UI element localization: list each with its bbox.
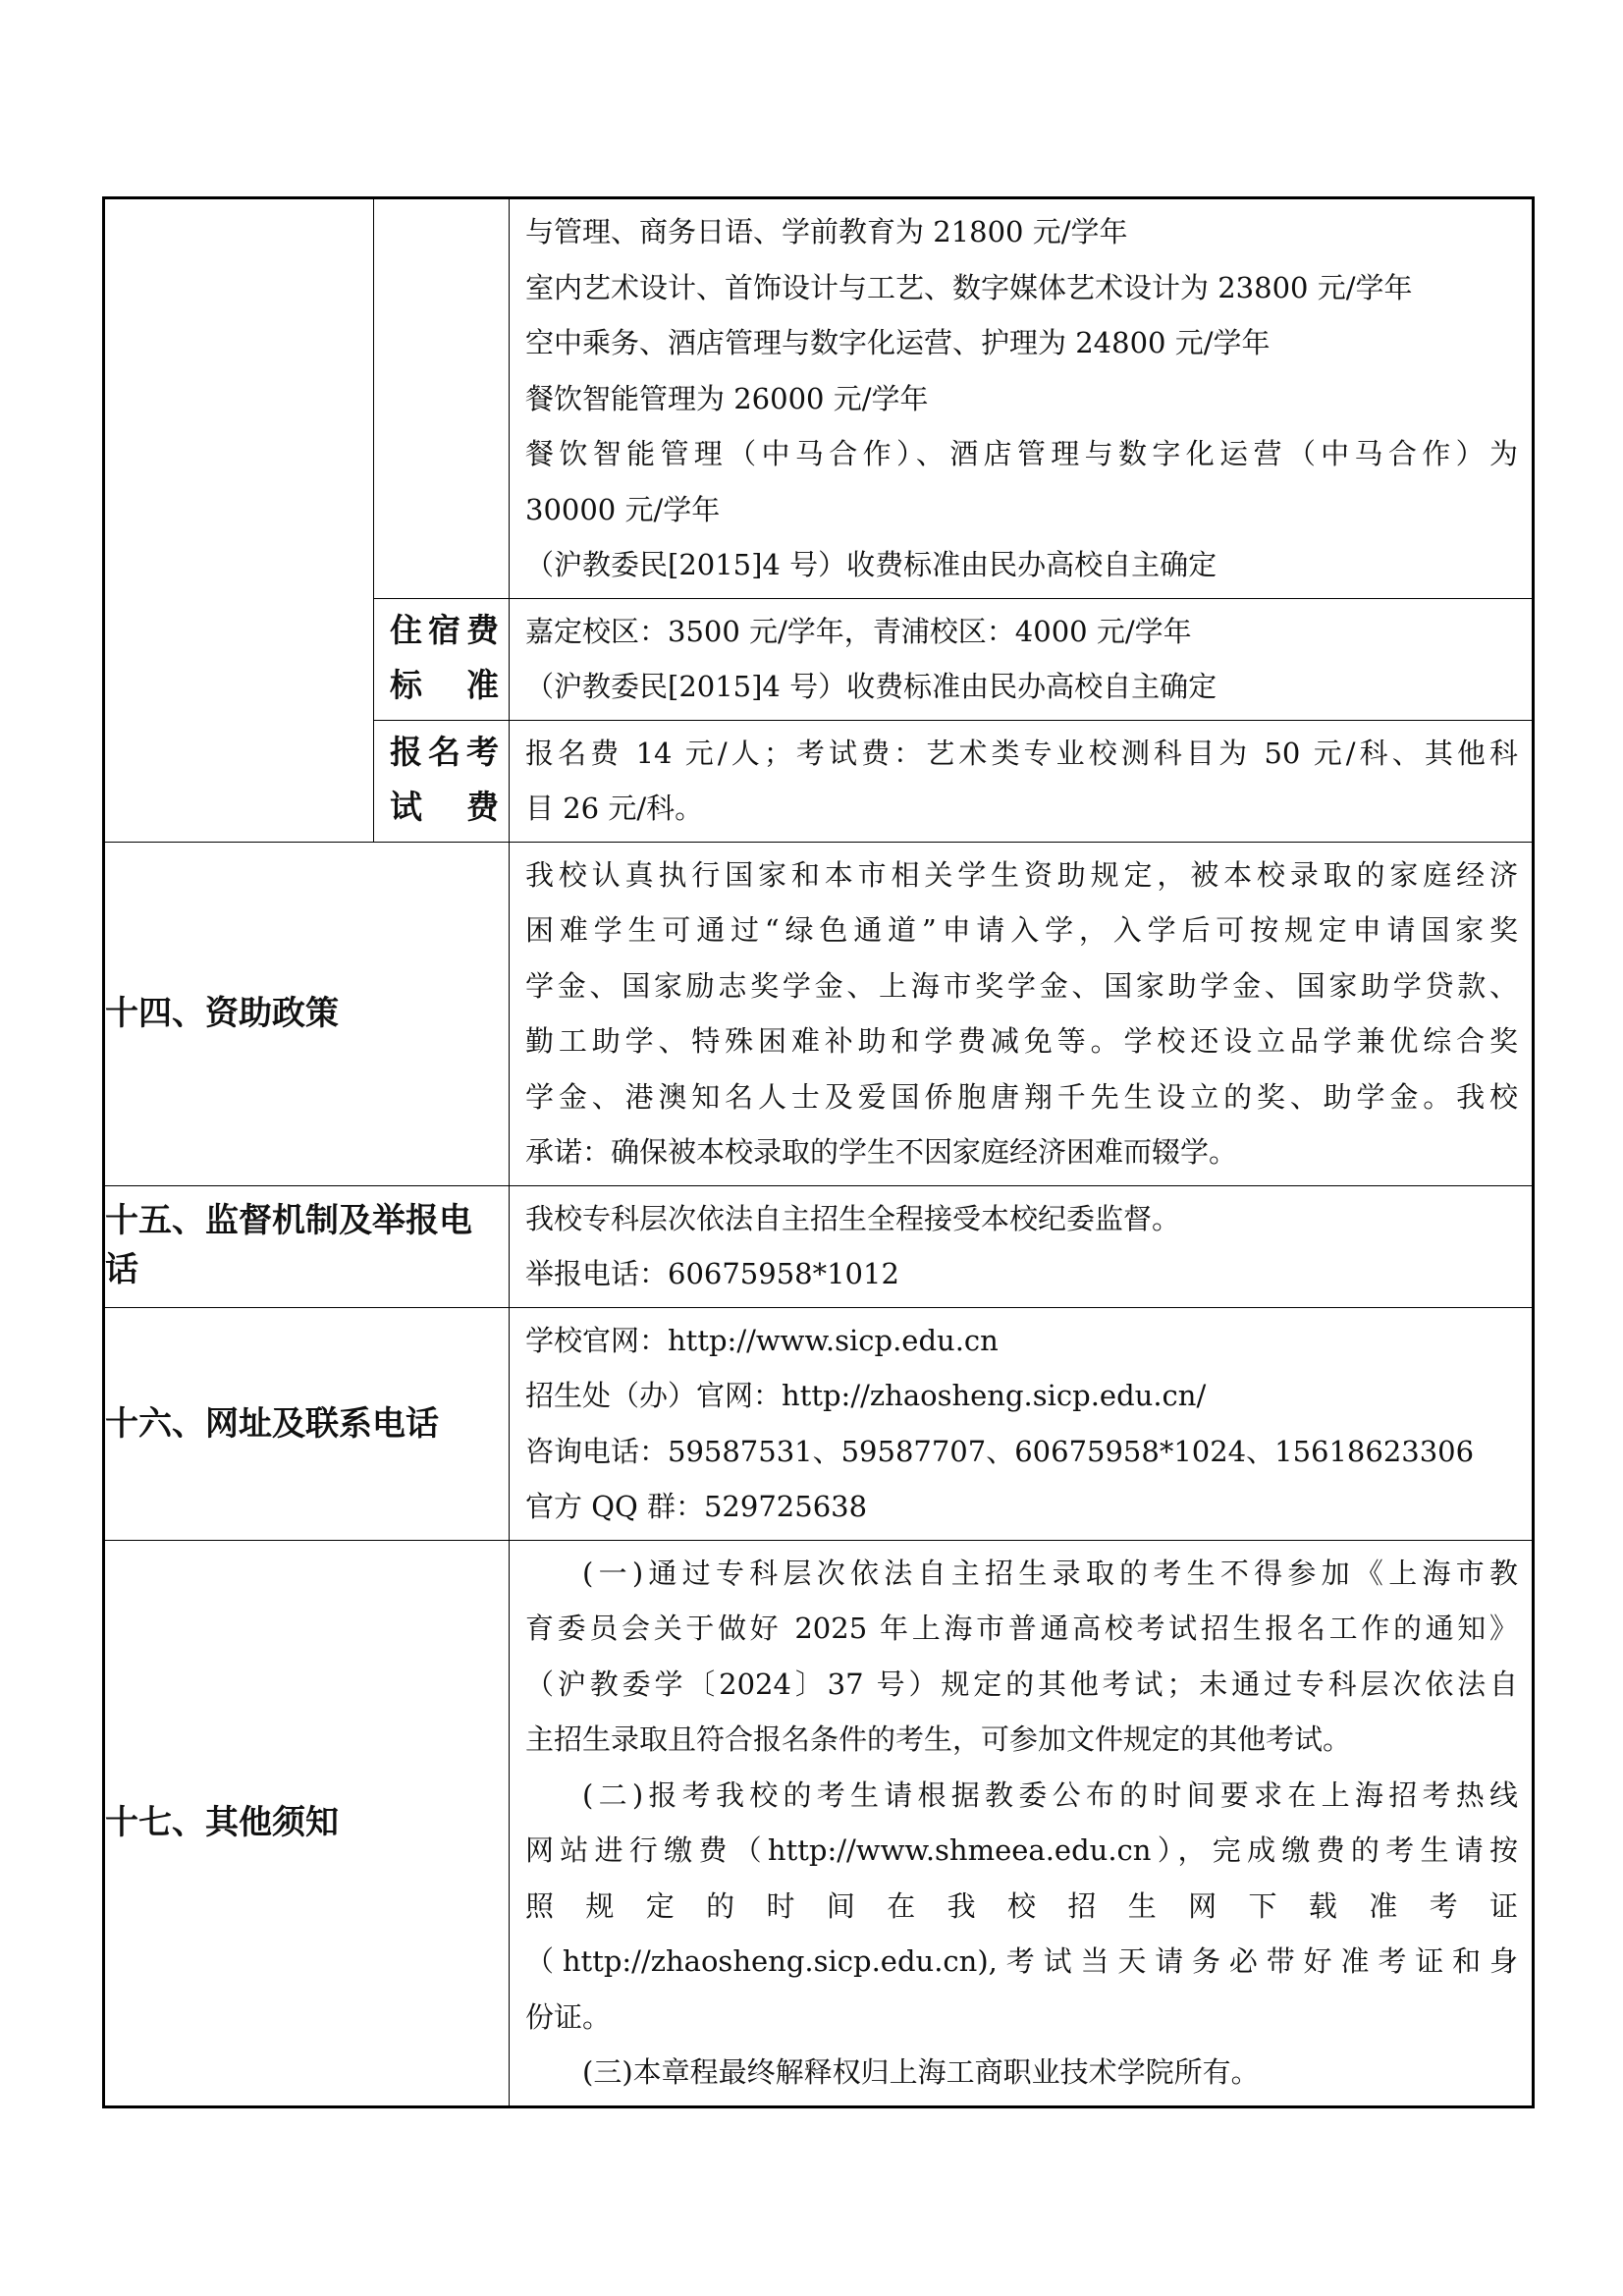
exam-fee-line: 报名费 14 元/人；考试费：艺术类专业校测科目为 50 元/科、其他科 (525, 736, 1518, 770)
section-17-line: 育委员会关于做好 2025 年上海市普通高校考试招生报名工作的通知》 (525, 1612, 1518, 1645)
section-14-content (510, 842, 1534, 1185)
section-14-line: 我校认真执行国家和本市相关学生资助规定，被本校录取的家庭经济 (525, 857, 1518, 892)
tuition-line: 餐饮智能管理为 26000 元/学年 (525, 381, 929, 415)
accommodation-label-line: 住宿费 (390, 610, 499, 649)
section-16-title: 十六、网址及联系电话 (104, 1307, 510, 1540)
tuition-fee-label-cell (374, 198, 510, 599)
section-15-row (104, 1185, 1534, 1307)
tuition-line: 餐饮智能管理（中马合作）、酒店管理与数字化运营（中马合作）为 (525, 437, 1518, 470)
section-14-line: 困难学生可通过“绿色通道”申请入学，入学后可按规定申请国家奖 (525, 913, 1518, 947)
tuition-fee-row (104, 198, 1534, 599)
section-16-content (510, 1307, 1534, 1540)
admission-website-line: 招生处（办）官网：http://zhaosheng.sicp.edu.cn/ (525, 1379, 1207, 1412)
accommodation-label (374, 598, 510, 720)
qq-group-line: 官方 QQ 群：529725638 (525, 1490, 868, 1523)
exam-fee-label-line: 试 费 (390, 787, 499, 826)
tuition-line: 30000 元/学年 (525, 492, 721, 526)
section-14-line: 学金、港澳知名人士及爱国侨胞唐翔千先生设立的奖、助学金。我校 (525, 1079, 1518, 1114)
section-17-line: （http://zhaosheng.sicp.edu.cn),考试当天请务必带好准考证和身 (525, 1944, 1518, 1978)
section-17-title: 十七、其他须知 (104, 1540, 510, 2106)
section-17-line: 份证。 (525, 1999, 612, 2034)
section-17-row (104, 1540, 1534, 2106)
accommodation-line: 嘉定校区：3500 元/学年，青浦校区：4000 元/学年 (525, 614, 1192, 648)
section-17-line: （沪教委学〔2024〕37 号）规定的其他考试；未通过专科层次依法自 (525, 1667, 1518, 1701)
section-17-line: (三)本章程最终解释权归上海工商职业技术学院所有。 (582, 2055, 1260, 2089)
tuition-line: 室内艺术设计、首饰设计与工艺、数字媒体艺术设计为 23800 元/学年 (525, 270, 1413, 304)
section-14-line: 承诺：确保被本校录取的学生不因家庭经济困难而辍学。 (525, 1135, 1238, 1169)
section-14-line: 学金、国家励志奖学金、上海市奖学金、国家助学金、国家助学贷款、 (525, 968, 1518, 1003)
tuition-line: 空中乘务、酒店管理与数字化运营、护理为 24800 元/学年 (525, 326, 1271, 359)
exam-fee-content (510, 720, 1534, 842)
section-15-line: 我校专科层次依法自主招生全程接受本校纪委监督。 (525, 1201, 1181, 1235)
school-website-line: 学校官网：http://www.sicp.edu.cn (525, 1323, 999, 1357)
tuition-fee-content (510, 198, 1534, 599)
exam-fee-label-line: 报名考 (390, 732, 499, 771)
accommodation-content (510, 598, 1534, 720)
section-16-row (104, 1307, 1534, 1540)
consult-phone-line: 咨询电话：59587531、59587707、60675958*1024、15618623306 (525, 1434, 1475, 1468)
section-14-line: 勤工助学、特殊困难补助和学费减免等。学校还设立品学兼优综合奖 (525, 1024, 1518, 1058)
section-15-title-line: 话 (105, 1249, 138, 1289)
admission-info-table (102, 196, 1535, 2108)
section-15-title (104, 1185, 510, 1307)
accommodation-label-line: 标 准 (390, 665, 499, 704)
section-17-line: (一)通过专科层次依法自主招生录取的考生不得参加《上海市教 (582, 1556, 1518, 1590)
section-15-title-line: 十五、监督机制及举报电 (105, 1200, 472, 1240)
fee-section-label-cell (104, 198, 374, 843)
section-14-title: 十四、资助政策 (104, 842, 510, 1185)
section-17-line: (二)报考我校的考生请根据教委公布的时间要求在上海招考热线 (582, 1777, 1518, 1812)
section-17-content (510, 1540, 1534, 2106)
accommodation-line: （沪教委民[2015]4 号）收费标准由民办高校自主确定 (525, 670, 1217, 703)
section-17-line: 主招生录取且符合报名条件的考生，可参加文件规定的其他考试。 (525, 1722, 1352, 1756)
section-15-content (510, 1185, 1534, 1307)
section-14-row (104, 842, 1534, 1185)
tuition-line: 与管理、商务日语、学前教育为 21800 元/学年 (525, 215, 1128, 248)
section-17-line: 网站进行缴费（http://www.shmeea.edu.cn），完成缴费的考生请按 (525, 1833, 1518, 1867)
exam-fee-label (374, 720, 510, 842)
tuition-line: （沪教委民[2015]4 号）收费标准由民办高校自主确定 (525, 548, 1217, 581)
exam-fee-line: 目 26 元/科。 (525, 792, 704, 825)
section-17-line: 照规定的时间在我校招生网下载准考证 (525, 1888, 1518, 1923)
section-15-line: 举报电话：60675958*1012 (525, 1257, 899, 1290)
